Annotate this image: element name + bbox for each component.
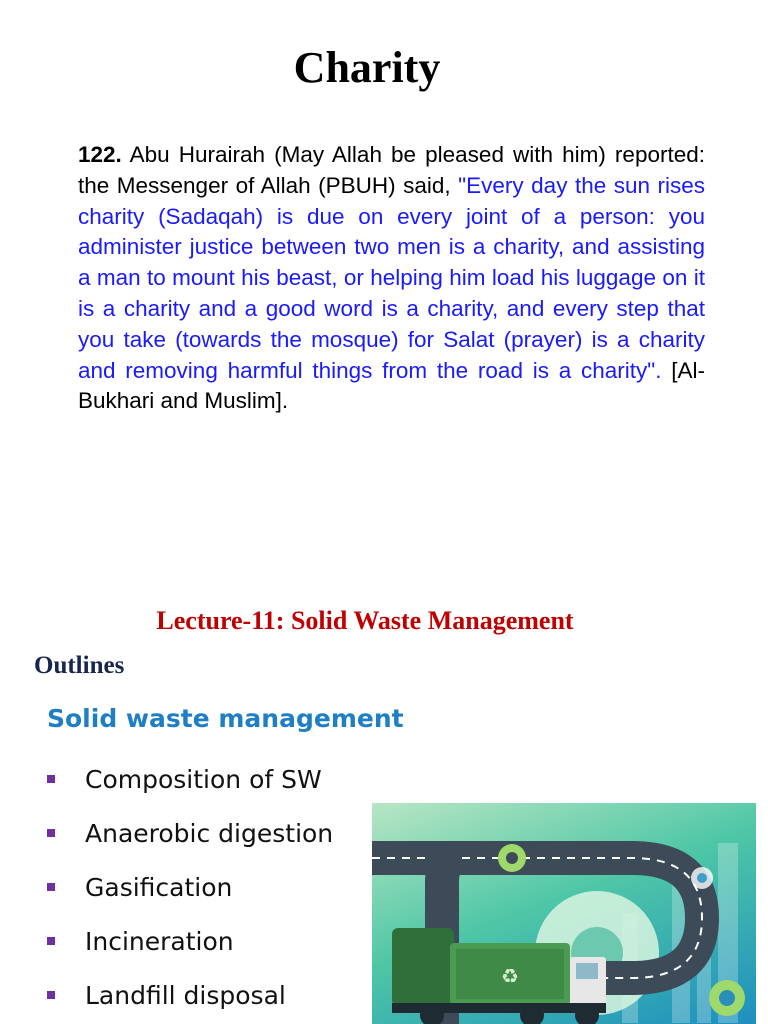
gear-icon bbox=[691, 867, 713, 889]
section-heading: Solid waste management bbox=[47, 704, 404, 733]
square-bullet-icon bbox=[47, 937, 55, 945]
square-bullet-icon bbox=[47, 883, 55, 891]
garbage-truck-illustration bbox=[372, 803, 756, 1024]
illustration-graphic bbox=[372, 803, 756, 1024]
list-item bbox=[47, 752, 367, 806]
list-item bbox=[47, 968, 367, 1022]
page-title: Charity bbox=[293, 43, 441, 92]
hadith-quote: "Every day the sun rises charity (Sadaqah) is due on every joint of a person: you administer justice between two men is a charity, and assisting a man to mount his beast, or helping him load his luggage on it is a charity and a good word is a charity, and every step that you take (towards the mosque) for Salat (prayer) is a charity and removing harmful things from the road is a charity". bbox=[78, 172, 706, 383]
gear-icon bbox=[709, 980, 745, 1016]
hadith-number: 122. bbox=[78, 142, 122, 167]
list-item bbox=[47, 914, 367, 968]
list-item-label: Anaerobic digestion bbox=[85, 818, 334, 848]
lecture-title: Lecture-11: Solid Waste Management bbox=[156, 606, 574, 635]
hadith-source: [Al-Bukhari and Muslim]. bbox=[78, 357, 705, 414]
list-item bbox=[47, 806, 367, 860]
outlines-heading: Outlines bbox=[34, 652, 125, 679]
square-bullet-icon bbox=[47, 775, 55, 783]
outline-list bbox=[47, 752, 367, 1022]
hadith-paragraph bbox=[78, 140, 705, 417]
list-item bbox=[47, 860, 367, 914]
gear-icon bbox=[498, 844, 526, 872]
svg-text:♻: ♻ bbox=[501, 964, 519, 988]
square-bullet-icon bbox=[47, 991, 55, 999]
list-item-label: Composition of SW bbox=[85, 764, 322, 794]
list-item-label: Gasification bbox=[85, 872, 233, 902]
list-item-label: Landfill disposal bbox=[85, 980, 286, 1010]
square-bullet-icon bbox=[47, 829, 55, 837]
hadith-intro: Abu Hurairah (May Allah be pleased with him) reported: the Messenger of Allah (PBUH) said, bbox=[78, 142, 705, 198]
list-item-label: Incineration bbox=[85, 926, 234, 956]
